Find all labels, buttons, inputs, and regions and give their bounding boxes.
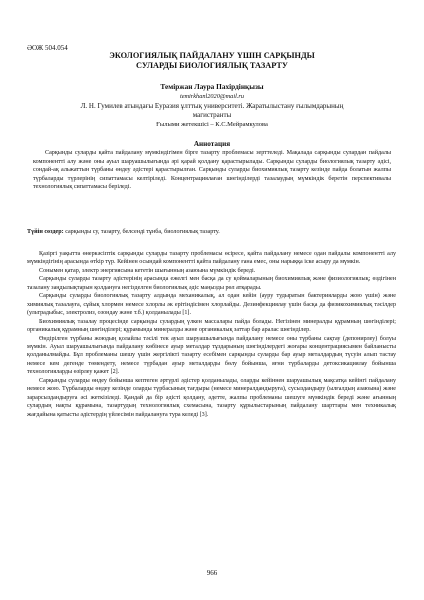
affiliation: Л. Н. Гумилев атындағы Еуразия ұлттық университеті. Жаратылыстану ғылымдарының [80,102,344,110]
paragraph: Қазіргі уақытта өнеркәсіптік сарқынды суларды тазарту проблемасы өсіресе, қайта пайдалану немесе одан пайдалы компоненттi алу мүмкіндігінің арасында өтkір түр. Кейінен осындай компоненттi қайта пайдалану ғана емес, оны нарыққа іске асыру да мүмкін. [27,251,396,266]
paragraph: Сарқынды суларды биологиялық тазарту алдында механикалық, ал одан кейін (ауру тудыратын бактерияларды жою үшін) және химиялық тазалауға, сұйық хлормен немесе хлорлы әк ерітіндісімен хлорлайды. Дезинфекциялау үшін басқа да физикохимиялық тәсілдер (ультрадыбыс, электролиз, озондау және т.б.) қолданылады [1]. [27,293,396,317]
udc-code: ӘОЖ 504.054 [27,44,68,52]
author-email: temirkhanl2020@mail.ru [179,93,245,100]
paragraph: Сарқынды суларды тазарту әдістерінің арасында ежелгі мен басқа да су қоймаларының биохимиялық және физиологиялық; өздігінен тазалану заңдылықтарын қолдануға негізделген биологиялық әдіс маңызды рөл атқарады. [27,276,396,291]
abstract-heading: Аннотация [193,140,231,148]
supervisor: Ғылыми жетекшісі – К.С.Мейрамкулова [156,121,268,128]
page-number: 966 [206,569,218,577]
paragraph: Биохимиялық тазалау процесінде сарқынды сулардың үлкен массалары пайда болады. Негізінен минералды құрамның шөгінділері; органикалық құрамның шөгінділері; құрамында минералды және органикалық заттар бар аралас шөгінділер. [27,318,396,334]
title-line-2: СУЛАРДЫ БИОЛОГИЯЛЫҚ ТАЗАРТУ [136,61,288,70]
keywords-label: Түйін сөздер: [27,229,64,235]
keywords-text: сарқынды су, тазарту, белсенді тұнба, биологиялық тазарту. [65,229,220,235]
author-name: Теміржан Лаура Пахірдінқызы [160,82,264,91]
abstract-text: Сарқынды суларды қайта пайдалану мүмкіндігімен бірге тазарту проблемасы зерттеледі. Мақалада сарқынды сулардан пайдалы компоненттi алу және оны ауыл шаруашылығында әрі қарай қолдану қарастырылады. Сарқынды суларды биологиялық тазарту әдісі, сондай-ақ альжаттын түрбаны өндеу әдістері қарастырылған. Сарқынды суларды биохимиялық тазарту кезінде пайда болатын жалпы түрбаларды түрлерінің сипаттамасы келтіріледі. Концентрациялаған шөгінділерді тазалаудың мүмкіндік беретін перспективалы технологиялық сипаттамасы беріледі. [33,150,391,190]
body-text [27,250,396,419]
keywords [27,228,396,237]
affiliation-line-2: магистранты [192,111,232,119]
paragraph: Сонымен қатар, электр энергиясына кететін шығынның азаюына мүмкіндік береді. [39,267,256,274]
paragraph: Сарқынды суларды өндеу бойынша кептеген әртүрлі әдістер қолданылады, оларды кейіннен шаруашылық мақсатқа кейінгі пайдалану немесе жою. Түрбаларды өндеу кезінде оларды түрбасының тағдыры (немесе минералдандыруға), сусыздандыру (ылғалдың азаюына) және зарарсыздандыруға әсі жеткізіледі. Қандай да бір әдісті қолдану, әдетте, жалпы проблеманы шешуге мүмкіндік береді және ағынның сулардың нақты құрамына, тазартудың технологиялық схемасына, тазарту құрылыстарының пайдалану шарттары мен техникалық жағдайына қатысты әдістердің үйлесімін пайдалануға тура келеді [3]. [27,377,396,418]
paragraph: Өндірілген түрбаны жоюдың қолайлы тәсілі тек ауыл шаруашылығында пайдалану немесе оны түрбаны сақтау (депонирлеу) болуы мүмкін. Ауыл шаруашылығында пайдалану көбінесе ауыр металдар тұздарының шөгінділердегі жоғары концентрациясымен байланысты қолданылмайды. Бұл проблеманы шешу үшін жергілікті тазарту есебімен сарқынды суларды бар ауыр металдардың түсуін алып тастау немесе кем дегенде төмендету, немесе түрбадан ауыр металдарды бөлу бойынша, яғни түрбаларды детоксикациялау бойынша технологияларды өзірлеу қажет [2]. [27,335,396,376]
title-line-1: ЭКОЛОГИЯЛЫҚ ПАЙДАЛАНУ ҮШІН САРҚЫНДЫ [109,51,315,60]
